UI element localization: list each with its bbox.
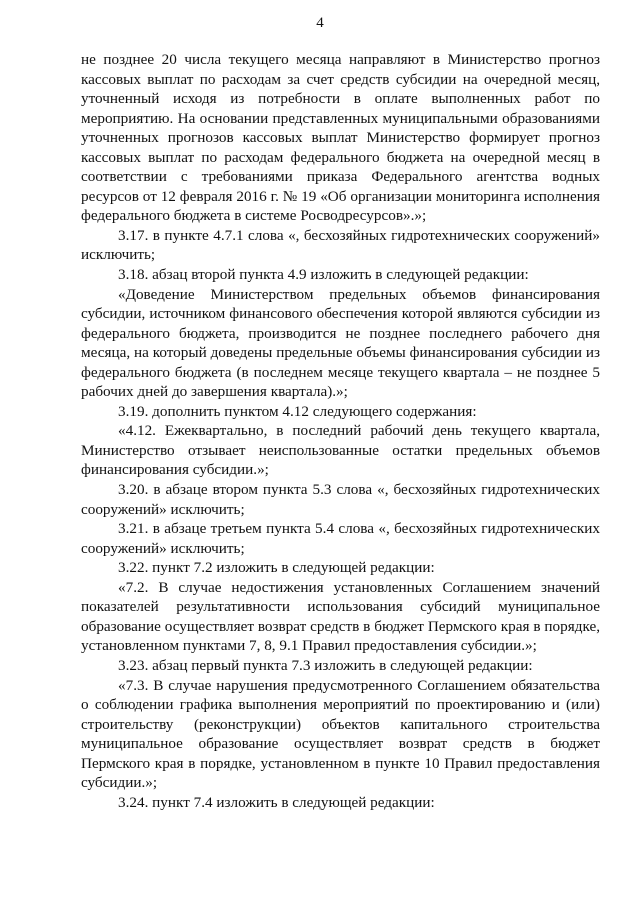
paragraph-3-19-quote: «4.12. Ежеквартально, в последний рабочий день текущего квартала, Министерство отзывает неиспользованные остатки предельных объемов финансирования субсидии.»;	[81, 422, 600, 479]
paragraph-3-21: 3.21. в абзаце третьем пункта 5.4 слова «, бесхозяйных гидротехнических сооружений» исключить;	[81, 520, 600, 557]
paragraph-3-22: 3.22. пункт 7.2 изложить в следующей редакции:	[118, 559, 435, 577]
paragraph-3-20: 3.20. в абзаце втором пункта 5.3 слова «, бесхозяйных гидротехнических сооружений» исключить;	[81, 481, 600, 518]
paragraph-3-18: 3.18. абзац второй пункта 4.9 изложить в следующей редакции:	[118, 266, 529, 284]
document-body	[81, 50, 600, 812]
paragraph-3-17: 3.17. в пункте 4.7.1 слова «, бесхозяйных гидротехнических сооружений» исключить;	[81, 226, 600, 264]
paragraph-3-22-quote: «7.2. В случае недостижения установленных Соглашением значений показателей результативности использования субсидий муниципальное образование осуществляет возврат средств в бюджет Пермского края в порядке, установленном пунктами 7, 8, 9.1 Правил предоставления субсидии.»;	[81, 578, 600, 655]
page-number: 4	[316, 15, 324, 31]
paragraph-3-24: 3.24. пункт 7.4 изложить в следующей редакции:	[118, 793, 435, 811]
paragraph-continuation: не позднее 20 числа текущего месяца направляют в Министерство прогноз кассовых выплат по расходам за счет средств субсидии на очередной месяц, уточненный исходя из потребности в оплате выполненных работ по мероприятию. На основании представленных муниципальными образованиями уточненных прогнозов кассовых выплат Министерство формирует прогноз кассовых выплат по расходам федерального бюджета на очередной месяц в соответствии с требованиями приказа Федерального агентства водных ресурсов от 12 февраля 2016 г. № 19 «Об организации мониторинга исполнения федерального бюджета в системе Росводресурсов».»;	[81, 51, 600, 225]
paragraph-3-23: 3.23. абзац первый пункта 7.3 изложить в следующей редакции:	[118, 656, 533, 674]
paragraph-3-19: 3.19. дополнить пунктом 4.12 следующего содержания:	[118, 402, 477, 420]
paragraph-3-23-quote: «7.3. В случае нарушения предусмотренного Соглашением обязательства о соблюдении графика выполнения мероприятий по проектированию и (или) строительству (реконструкции) объектов капитального строительства муниципальное образование осуществляет возврат средств в бюджет Пермского края в порядке, установленном в пункте 10 Правил предоставления субсидии.»;	[81, 676, 600, 792]
paragraph-3-18-quote: «Доведение Министерством предельных объемов финансирования субсидии, источником финансового обеспечения которой являются субсидии из федерального бюджета, производится не позднее последнего рабочего дня месяца, на который доведены предельные объемы финансирования субсидии из федерального бюджета (в последнем месяце текущего квартала – не позднее 5 рабочих дней до завершения квартала).»;	[81, 285, 600, 401]
